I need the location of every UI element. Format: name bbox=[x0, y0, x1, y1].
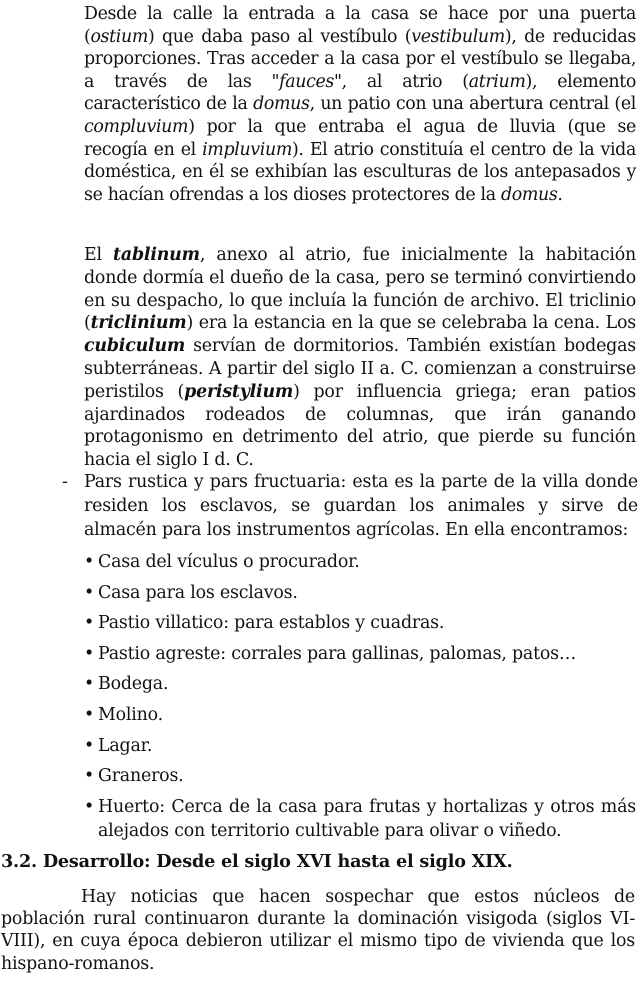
list-item bbox=[84, 672, 636, 696]
list-item-text: Bodega. bbox=[98, 674, 169, 695]
latin-term-compluvium: compluvium bbox=[84, 116, 189, 137]
bullet-list bbox=[84, 550, 636, 843]
latin-term-peristylium: peristylium bbox=[184, 381, 294, 402]
bullet-marker: • bbox=[84, 643, 95, 664]
latin-term-cubiculum: cubiculum bbox=[84, 336, 186, 357]
dash-marker: - bbox=[62, 472, 68, 492]
text-run: , anexo al atrio, fue inicialmente la habitación donde dormía el dueño de la casa, pero se terminó convirtiendo en su despacho, lo que incluía la función de archivo. El triclinio ( bbox=[84, 245, 636, 334]
text-run: ), de reducidas proporciones. Tras acceder a la casa por el vestíbulo se llegaba, a través de las bbox=[84, 26, 636, 92]
list-item bbox=[84, 581, 636, 605]
text-run: ) por la que entraba el agua de lluvia (que se recogía en el bbox=[84, 116, 636, 160]
text-run: servían de dormitorios. También existían bodegas subterráneas. A partir del siglo II a. C. comienzan a construirse peristilos ( bbox=[84, 336, 636, 402]
list-item-text: Casa del vículus o procurador. bbox=[98, 552, 360, 572]
latin-term-fauces: "fauces" bbox=[271, 71, 342, 92]
bullet-marker: • bbox=[84, 796, 95, 817]
paragraph-domus-entrance bbox=[84, 3, 636, 206]
text-run: Desde la calle la entrada a la casa se hace por una puerta ( bbox=[84, 4, 636, 47]
list-item-text: Molino. bbox=[98, 704, 163, 725]
latin-term-domus: domus bbox=[500, 184, 558, 205]
section-body-paragraph: Hay noticias que hacen sospechar que estos núcleos de población rural continuaron durante la dominación visigoda (siglos VI-VIII), en cuya época debieron utilizar el mismo tipo de vivienda que los hispano-romanos. bbox=[1, 887, 635, 974]
list-item-text: Casa para los esclavos. bbox=[98, 582, 298, 603]
text-run: , un patio con una abertura central (el bbox=[309, 94, 636, 115]
list-item bbox=[84, 795, 636, 843]
text-run: ). El atrio constituía el centro de la vida doméstica, en él se exhibían las esculturas de los antepasados y se hacían ofrendas a los dioses protectores de la bbox=[84, 139, 636, 205]
bullet-marker: • bbox=[84, 552, 95, 572]
list-item bbox=[84, 703, 636, 727]
bullet-marker: • bbox=[84, 582, 95, 603]
bullet-marker: • bbox=[84, 674, 95, 695]
list-item-text: Pastio villatico: para establos y cuadras. bbox=[98, 613, 445, 634]
latin-term-triclinium: triclinium bbox=[90, 313, 187, 334]
section-heading: 3.2. Desarrollo: Desde el siglo XVI hasta el siglo XIX. bbox=[1, 851, 513, 872]
latin-term-vestibulum: vestibulum bbox=[411, 26, 505, 47]
text-run: ) por influencia griega; eran patios ajardinados rodeados de columnas, que irán ganando protagonismo en detrimento del atrio, que pierde su función hacia el siglo I d. C. bbox=[84, 381, 636, 471]
paragraph-tablinum bbox=[84, 244, 636, 472]
list-item bbox=[84, 734, 636, 758]
dash-item-text: Pars rustica y pars fructuaria: esta es la parte de la villa donde residen los esclavos, se guardan los animales y sirve de almacén para los instrumentos agrícolas. En ella encontramos: bbox=[84, 472, 638, 540]
latin-term-ostium: ostium bbox=[90, 26, 148, 47]
text-run: ) era la estancia en la que se celebraba la cena. Los bbox=[186, 313, 636, 334]
latin-term-domus: domus bbox=[253, 94, 310, 115]
list-item bbox=[84, 611, 636, 635]
text-run: El bbox=[84, 245, 114, 265]
bullet-marker: • bbox=[84, 766, 95, 787]
bullet-marker: • bbox=[84, 613, 95, 634]
bullet-marker: • bbox=[84, 735, 95, 756]
list-item-text: Pastio agreste: corrales para gallinas, palomas, patos… bbox=[98, 643, 577, 664]
list-item-text: Lagar. bbox=[98, 735, 153, 756]
list-item bbox=[84, 550, 636, 574]
list-item-text: Graneros. bbox=[98, 766, 184, 787]
text-run: . bbox=[557, 184, 563, 205]
latin-term-impluvium: impluvium bbox=[202, 139, 292, 160]
text-run: ) que daba paso al vestíbulo ( bbox=[147, 26, 412, 47]
text-run: ), elemento característico de la bbox=[84, 71, 636, 115]
list-item-text: Huerto: Cerca de la casa para frutas y hortalizas y otros más alejados con territorio cultivable para olivar o viñedo. bbox=[98, 796, 636, 841]
list-item bbox=[84, 764, 636, 788]
latin-term-atrium: atrium bbox=[468, 71, 526, 92]
list-item bbox=[84, 642, 636, 666]
dash-list-item bbox=[62, 470, 638, 542]
latin-term-tablinum: tablinum bbox=[113, 245, 200, 265]
text-run: , al atrio ( bbox=[341, 71, 469, 92]
bullet-marker: • bbox=[84, 704, 95, 725]
